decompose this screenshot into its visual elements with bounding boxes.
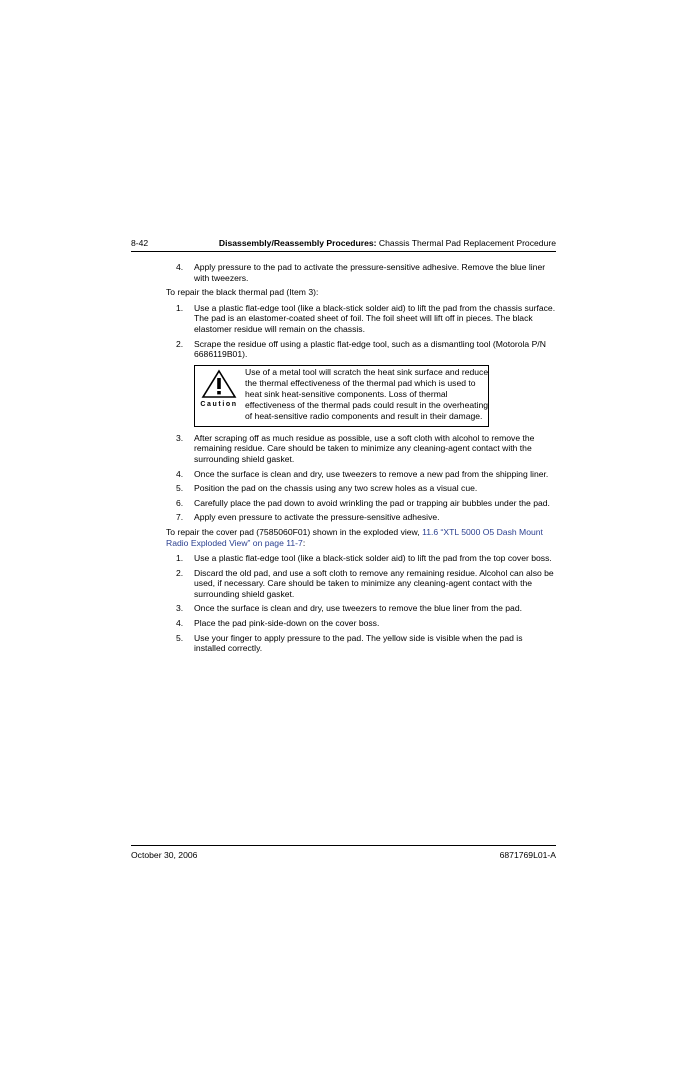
step-text: Once the surface is clean and dry, use tweezers to remove a new pad from the shipping liner. [194,468,549,479]
step-number: 3. [176,603,184,614]
cover-pad-intro-text: To repair the cover pad (7585060F01) shown in the exploded view, [166,526,423,537]
black-pad-intro: To repair the black thermal pad (Item 3): [166,287,319,298]
step-text: Apply even pressure to activate the pressure-sensitive adhesive. [194,512,440,523]
step-text: Once the surface is clean and dry, use tweezers to remove the blue liner from the pad. [194,603,523,614]
list-item [166,553,556,564]
page-body [166,262,556,658]
list-item [166,512,556,523]
step-number: 5. [176,483,184,494]
cover-pad-intro-end: : [302,537,306,548]
black-pad-steps-continued [166,433,556,523]
step-text: Place the pad pink-side-down on the cover boss. [194,618,380,629]
running-header-section: Disassembly/Reassembly Procedures: [218,238,377,248]
caution-label: Caution [200,400,238,408]
list-item [166,433,556,465]
list-item [166,603,556,614]
list-item [166,483,556,494]
black-pad-steps [166,303,556,360]
step-text: After scraping off as much residue as possible, use a soft cloth with alcohol to remove the remaining residue. Care should be taken to minimize any cleaning-agent contact with the surrounding shield gasket. [194,432,535,464]
step-text: Apply pressure to the pad to activate the pressure-sensitive adhesive. Remove the blue liner with tweezers. [194,262,546,283]
step-text: Position the pad on the chassis using any two screw holes as a visual cue. [194,483,478,494]
running-header-subsection: Chassis Thermal Pad Replacement Procedure [376,238,556,248]
step-number: 2. [176,567,184,578]
list-item [166,568,556,600]
list-item [166,633,556,654]
step-text: Discard the old pad, and use a soft cloth to remove any remaining residue. Alcohol can also be used, if necessary. Care should be taken to minimize any cleaning-agent contact with the surrounding shield gasket. [194,567,554,599]
footer-doc-number: 6871769L01-A [499,850,556,860]
step-text: Use a plastic flat-edge tool (like a black-stick solder aid) to lift the pad from the chassis surface. The pad is an elastomer-coated sheet of foil. The foil sheet will lift off in pieces. The black elastomer residue will remain on the chassis. [194,302,556,334]
step-number: 3. [176,432,184,443]
list-item [166,262,556,283]
running-header [219,238,556,248]
cover-pad-steps [166,553,556,654]
list-item [166,498,556,509]
step-number: 4. [176,618,184,629]
footer-rule [131,845,556,846]
cover-pad-intro [166,527,556,548]
step-number: 4. [176,262,184,272]
caution-icon [201,369,237,402]
step-number: 4. [176,468,184,479]
caution-box [194,365,489,427]
step-text: Use your finger to apply pressure to the pad. The yellow side is visible when the pad is installed correctly. [194,632,523,654]
list-item [166,339,556,360]
list-item [166,469,556,480]
caution-text: Use of a metal tool will scratch the heat sink surface and reduce the thermal effectiveness of the thermal pad which is used to heat sink heat-sensitive components. Loss of thermal effectiveness of the thermal pads could result in the overheating of heat-sensitive radio components and result in their damage. [245,366,489,421]
exploded-view-link[interactable]: 11.6 “XTL 5000 O5 Dash Mount Radio Exploded View” on page 11-7 [166,526,543,548]
step-number: 7. [176,512,184,523]
step-number: 6. [176,497,184,508]
step-number: 2. [176,338,184,349]
step-number: 1. [176,553,184,564]
step-number: 1. [176,302,184,313]
page-number: 8-42 [131,238,149,248]
step-number: 5. [176,632,184,643]
list-item [166,618,556,629]
header-rule [131,251,556,252]
list-item [166,303,556,335]
step-text: Carefully place the pad down to avoid wrinkling the pad or trapping air bubbles under the pad. [194,497,550,508]
step-text: Use a plastic flat-edge tool (like a black-stick solder aid) to lift the pad from the top cover boss. [194,553,552,564]
footer-date: October 30, 2006 [131,850,198,860]
step-text: Scrape the residue off using a plastic flat-edge tool, such as a dismantling tool (Motorola P/N 6686119B01). [194,338,546,360]
continued-step-list [166,262,556,283]
